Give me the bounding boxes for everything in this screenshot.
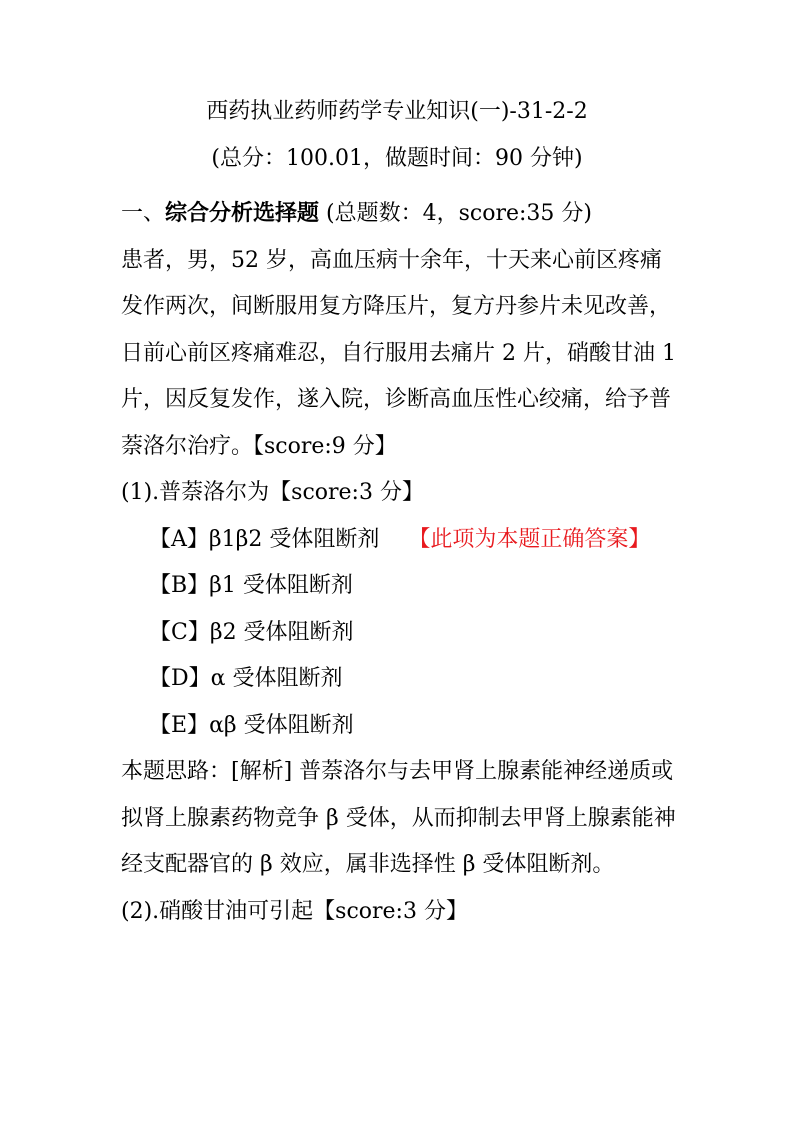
correct-answer-mark: 【此项为本题正确答案】: [408, 526, 651, 552]
document-title: 西药执业药师药学专业知识(一)-31-2-2: [206, 99, 588, 124]
option-text: β2 受体阻断剂: [209, 619, 354, 645]
document-subtitle: (总分：100.01，做题时间：90 分钟): [211, 146, 583, 171]
option-text: β1β2 受体阻断剂: [208, 526, 380, 552]
option-label: 【A】: [149, 526, 209, 552]
option-text: β1 受体阻断剂: [209, 573, 353, 598]
option-b: [121, 563, 677, 610]
section-number: 一、: [121, 201, 166, 226]
section-heading: [121, 190, 677, 238]
case-description: 患者，男，52 岁，高血压病十余年，十天来心前区疼痛发作两次，间断服用复方降压片，复方丹参片未见改善，日前心前区疼痛难忍，自行服用去痛片 2 片，硝酸甘油 1 片，因反复发作，遂入院，诊断高血压性心绞痛，给予普萘洛尔治疗。【score:9 分】: [121, 247, 676, 459]
section-name: 综合分析选择题: [165, 200, 320, 226]
option-a: [121, 517, 677, 564]
question-stem: (1).普萘洛尔为【score:3 分】: [121, 480, 424, 505]
option-e: [121, 703, 677, 750]
question-stem: (2).硝酸甘油可引起【score:3 分】: [121, 898, 468, 924]
option-text: α 受体阻断剂: [210, 666, 343, 691]
option-c: [121, 610, 677, 657]
option-label: 【C】: [149, 619, 210, 645]
option-d: [121, 656, 677, 703]
explanation: 本题思路：[解析] 普萘洛尔与去甲肾上腺素能神经递质或拟肾上腺素药物竞争 β 受体，从而抑制去甲肾上腺素能神经支配器官的 β 效应，属非选择性 β 受体阻断剂。: [121, 759, 676, 877]
option-label: 【B】: [149, 573, 210, 598]
document-body: [121, 190, 677, 935]
option-label: 【E】: [149, 712, 210, 738]
option-label: 【D】: [149, 666, 211, 691]
option-text: αβ 受体阻断剂: [209, 712, 354, 738]
section-meta: (总题数：4，score:35 分): [326, 201, 592, 226]
